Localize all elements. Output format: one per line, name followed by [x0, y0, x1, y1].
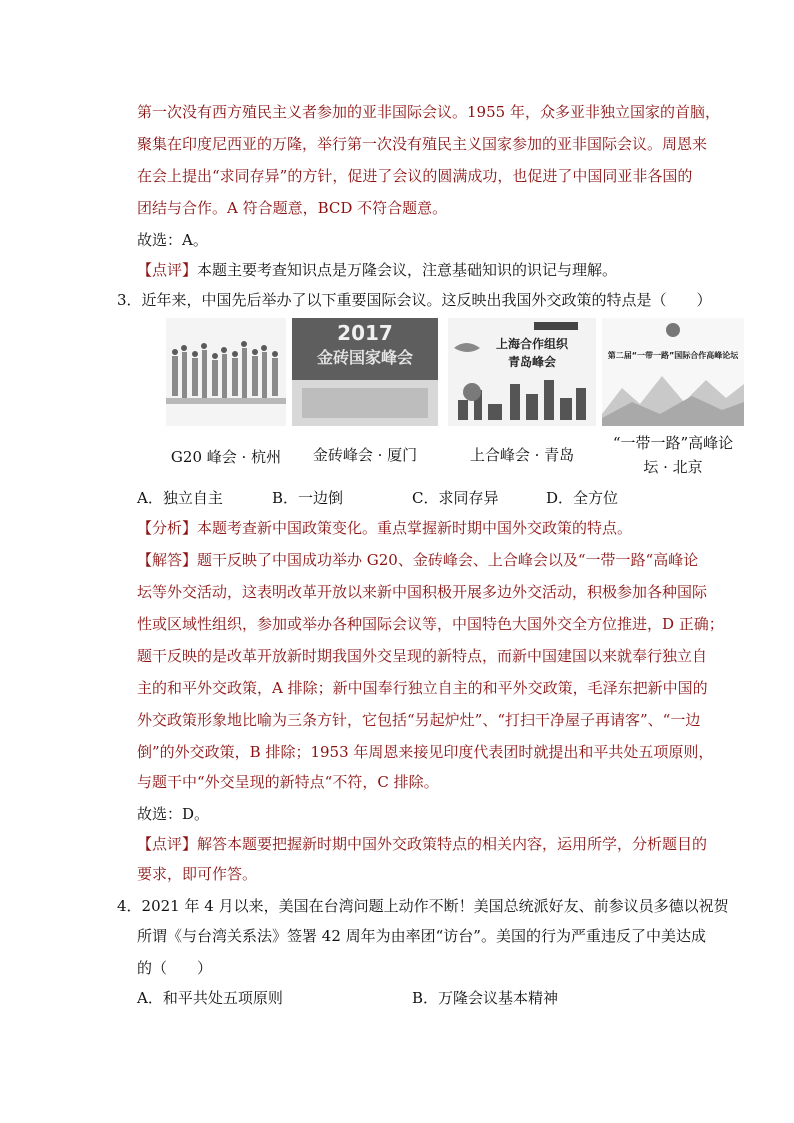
question-4-line-2: 所谓《与台湾关系法》签署 42 周年为由率团“访台”。美国的行为严重违反了中美达成	[137, 927, 706, 945]
comment-q3-line-1	[137, 834, 708, 854]
comment-text: 本题主要考查知识点是万隆会议，注意基础知识的识记与理解。	[197, 261, 618, 279]
analysis-tag: 【分析】	[137, 519, 198, 537]
solution-tag: 【解答】	[137, 551, 198, 569]
option-a: A．独立自主	[137, 489, 223, 507]
solution-line-4: 题干反映的是改革开放新时期我国外交呈现的新特点，而新中国建国以来就奉行独立自	[137, 647, 708, 665]
photo-brics	[292, 318, 438, 426]
explanation-line-2: 聚集在印度尼西亚的万隆，举行第一次没有殖民主义国家参加的亚非国际会议。周恩来	[137, 135, 708, 153]
comment-q3-line-2: 要求，即可作答。	[137, 865, 258, 883]
comment-q3-tag: 【点评】	[137, 835, 198, 853]
caption-belt-road-1: “一带一路”高峰论	[612, 434, 734, 452]
photo-g20	[166, 318, 286, 426]
question-number: 3．	[117, 291, 142, 309]
explanation-line-4: 团结与合作。A 符合题意，BCD 不符合题意。	[137, 199, 448, 217]
solution-line-1	[137, 550, 699, 570]
photo-belt-road	[602, 318, 744, 426]
question-stem: 近年来，中国先后举办了以下重要国际会议。这反映出我国外交政策的特点是（ ）	[141, 291, 712, 309]
caption-brics: 金砖峰会 · 厦门	[312, 446, 418, 464]
question-4-stem-1: 2021 年 4 月以来，美国在台湾问题上动作不断！美国总统派好友、前参议员多德以祝贺	[141, 897, 729, 915]
caption-sco: 上合峰会 · 青岛	[469, 446, 575, 464]
answer-q2: 故选：A。	[137, 231, 208, 249]
solution-line-5: 主的和平外交政策，A 排除；新中国奉行独立自主的和平外交政策，毛泽东把新中国的	[137, 679, 708, 697]
option-c: C．求同存异	[412, 489, 499, 507]
comment-q2	[137, 260, 677, 280]
comment-q3-text-1: 解答本题要把握新时期中国外交政策特点的相关内容，运用所学，分析题目的	[197, 835, 708, 853]
solution-line-2: 坛等外交活动，这表明改革开放以来新中国积极开展多边外交活动，积极参加各种国际	[137, 583, 708, 601]
comment-tag: 【点评】	[137, 261, 198, 279]
answer-q3: 故选：D。	[137, 805, 210, 823]
analysis-text: 本题考查新中国政策变化。重点掌握新时期中国外交政策的特点。	[197, 519, 633, 537]
solution-line-3: 性或区域性组织，参加或举办各种国际会议等，中国特色大国外交全方位推进，D 正确；	[137, 615, 724, 633]
question-4-number: 4．	[117, 897, 142, 915]
option-b: B．一边倒	[272, 489, 344, 507]
q4-option-a: A．和平共处五项原则	[137, 989, 283, 1007]
explanation-line-3: 在会上提出“求同存异”的方针，促进了会议的圆满成功，也促进了中国同亚非各国的	[137, 167, 693, 185]
solution-line-8: 与题干中“外交呈现的新特点“不符，C 排除。	[137, 773, 439, 791]
q4-option-b: B．万隆会议基本精神	[412, 989, 559, 1007]
brics-banner-title: 金砖国家峰会	[316, 348, 414, 367]
photo-sco	[448, 318, 596, 426]
option-d: D．全方位	[546, 489, 619, 507]
explanation-line-1: 第一次没有西方殖民主义者参加的亚非国际会议。1955 年，众多亚非独立国家的首脑，	[137, 103, 720, 121]
question-4-line-1	[117, 896, 729, 916]
brics-banner-year: 2017	[337, 321, 393, 345]
question-4-line-3: 的（ ）	[137, 959, 213, 977]
analysis-q3	[137, 518, 677, 538]
belt-road-banner: 第二届“一带一路”国际合作高峰论坛	[607, 351, 739, 360]
sco-banner-city: 青岛峰会	[507, 355, 557, 369]
caption-belt-road-2: 坛 · 北京	[643, 458, 703, 476]
sco-banner-title: 上海合作组织	[495, 337, 569, 351]
question-3	[117, 290, 712, 310]
caption-g20: G20 峰会 · 杭州	[170, 448, 282, 466]
solution-line-7: 倒”的外交政策，B 排除；1953 年周恩来接见印度代表团时就提出和平共处五项原则，	[137, 743, 714, 761]
solution-text-1: 题干反映了中国成功举办 G20、金砖峰会、上合峰会以及“一带一路“高峰论	[197, 551, 699, 569]
solution-line-6: 外交政策形象地比喻为三条方针，它包括“另起炉灶”、“打扫干净屋子再请客”、“一边	[137, 711, 701, 729]
